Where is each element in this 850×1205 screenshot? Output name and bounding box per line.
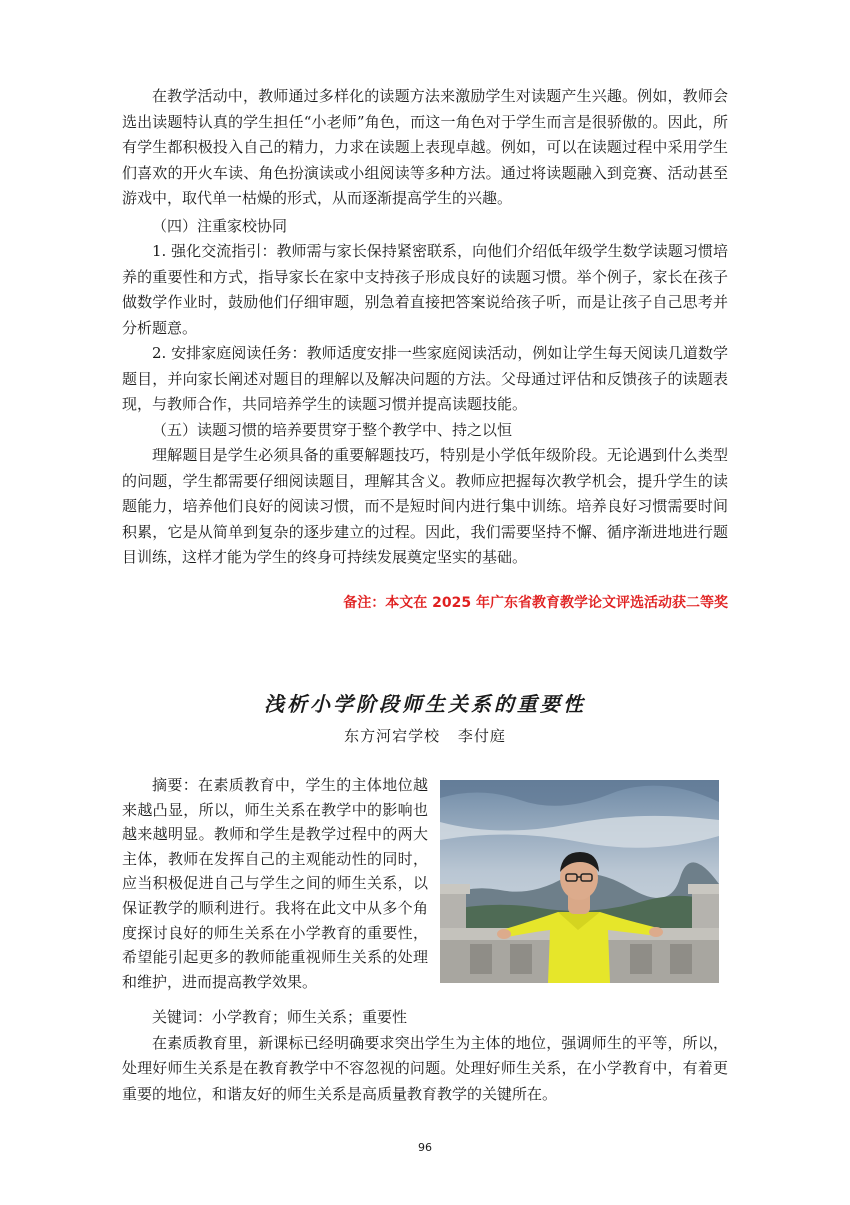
award-note: 备注：本文在 2025 年广东省教育教学论文评选活动获二等奖	[343, 595, 728, 611]
abstract	[122, 773, 428, 994]
section-heading-persistence: （五）读题习惯的培养要贯穿于整个教学中、持之以恒	[152, 420, 513, 439]
section-heading-home-school: （四）注重家校协同	[152, 216, 288, 235]
page-number: 96	[418, 1141, 432, 1154]
body-text	[122, 84, 728, 571]
paragraph-reading-methods: 在教学活动中，教师通过多样化的读题方法来激励学生对读题产生兴趣。例如，教师会选出读题特认真的学生担任“小老师”角色，而这一角色对于学生而言是很骄傲的。因此，所有学生都积极投入自己的精力，力求在读题上表现卓越。例如，可以在读题过程中采用学生们喜欢的开火车读、角色扮演读或小组阅读等多种方法。通过将读题融入到竞赛、活动甚至游戏中，取代单一枯燥的形式，从而逐渐提高学生的兴趣。	[122, 87, 728, 207]
author-name: 李付庭	[457, 727, 506, 745]
abstract-text: 摘要：在素质教育中，学生的主体地位越来越凸显，所以，师生关系在教学中的影响也越来越明显。教师和学生是教学过程中的两大主体，教师在发挥自己的主观能动性的同时，应当积极促进自己与学生之间的师生关系，以保证教学的顺利进行。我将在此文中从多个角度探讨良好的师生关系在小学教育的重要性，希望能引起更多的教师能重视师生关系的处理和维护，进而提高教学效果。	[122, 776, 428, 991]
article-byline	[0, 725, 850, 746]
intro-paragraph: 在素质教育里，新课标已经明确要求突出学生为主体的地位，强调师生的平等，所以，处理好师生关系是在教育教学中不容忽视的问题。处理好师生关系，在小学教育中，有着更重要的地位，和谐友好的师生关系是高质量教育教学的关键所在。	[122, 1033, 728, 1103]
author-school: 东方河宕学校	[344, 727, 441, 745]
article-body	[122, 1005, 728, 1107]
keywords: 关键词：小学教育；师生关系；重要性	[152, 1008, 408, 1026]
paragraph-understanding: 理解题目是学生必须具备的重要解题技巧，特别是小学低年级阶段。无论遇到什么类型的问题，学生都需要仔细阅读题目，理解其含义。教师应把握每次教学机会，提升学生的读题能力，培养他们良好的阅读习惯，而不是短时间内进行集中训练。培养良好习惯需要时间积累，它是从简单到复杂的逐步建立的过程。因此，我们需要坚持不懈、循序渐进地进行题目训练，这样才能为学生的终身可持续发展奠定坚实的基础。	[122, 446, 728, 566]
paragraph-communication: 1. 强化交流指引：教师需与家长保持紧密联系，向他们介绍低年级学生数学读题习惯培养的重要性和方式，指导家长在家中支持孩子形成良好的读题习惯。举个例子，家长在孩子做数学作业时，鼓励他们仔细审题，别急着直接把答案说给孩子听，而是让孩子自己思考并分析题意。	[122, 242, 728, 337]
author-photo	[440, 780, 719, 983]
article-title: 浅析小学阶段师生关系的重要性	[264, 692, 586, 716]
paragraph-family-reading: 2. 安排家庭阅读任务：教师适度安排一些家庭阅读活动，例如让学生每天阅读几道数学题目，并向家长阐述对题目的理解以及解决问题的方法。父母通过评估和反馈孩子的读题表现，与教师合作，共同培养学生的读题习惯并提高读题技能。	[122, 344, 728, 413]
